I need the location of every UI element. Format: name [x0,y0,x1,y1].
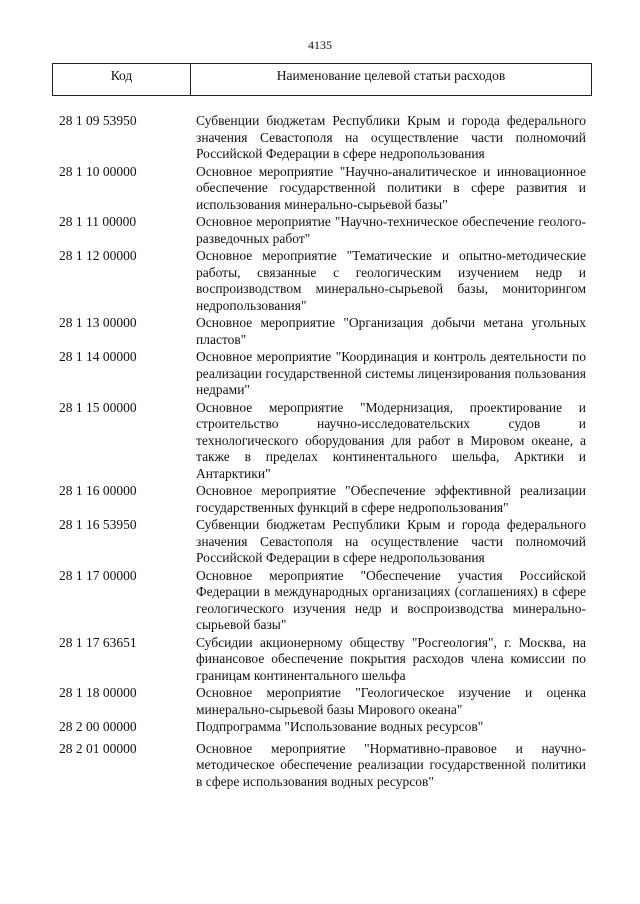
table-row [0,568,640,634]
row-code: 28 1 16 53950 [59,517,137,532]
row-code: 28 2 00 00000 [59,719,137,734]
row-name: Основное мероприятие "Модернизация, проектирование и строительство научно-исследовательских судов и технологического оборудования для работ в Мировом океане, а также в пределах континентального шельфа, Арктики и Антарктики" [196,399,586,481]
row-name: Подпрограмма "Использование водных ресурсов" [196,719,484,734]
row-code: 28 1 10 00000 [59,163,137,179]
row-code: 28 1 11 00000 [59,214,137,229]
row-name: Субвенции бюджетам Республики Крым и города федерального значения Севастополя на осуществление части полномочий Российской Федерации в сфере недропользования [196,113,586,161]
header-name: Наименование целевой статьи расходов [276,68,506,83]
table-row [0,685,640,718]
row-name: Основное мероприятие "Тематические и опытно-методические работы, связанные с геологическим изучением недр и воспроизводством минерально-сырьевой базы, мониторингом недропользования" [196,248,586,313]
row-name: Основное мероприятие "Геологическое изучение и оценка минерально-сырьевой базы Мирового океана" [196,685,586,717]
header-code: Код [53,64,191,95]
row-code: 28 1 12 00000 [59,248,137,263]
row-code: 28 1 14 00000 [59,349,137,364]
table-row [0,214,640,247]
row-name: Основное мероприятие "Координация и контроль деятельности по реализации государственной системы лицензирования пользования недрами" [196,349,586,397]
row-name: Основное мероприятие "Научно-аналитическое и инновационное обеспечение государственной политики в сфере развития и использования минерально-сырьевой базы" [196,163,586,212]
table-row [0,400,640,483]
row-code: 28 1 17 00000 [59,567,137,583]
row-name: Субсидии акционерному обществу "Росгеология", г. Москва, на финансовое обеспечение покрытия расходов члена комиссии по границам континентального шельфа [196,634,586,683]
table-row [0,164,640,214]
row-name: Основное мероприятие "Обеспечение эффективной реализации государственных функций в сфере недропользования" [196,483,586,515]
row-code: 28 1 09 53950 [59,113,137,128]
table-row [0,635,640,685]
row-code: 28 2 01 00000 [59,740,137,756]
table-header [52,63,592,96]
row-code: 28 1 18 00000 [59,685,137,700]
row-code: 28 1 16 00000 [59,483,137,498]
page-number: 4135 [308,38,332,52]
table-body [0,113,640,791]
row-name: Субвенции бюджетам Республики Крым и города федерального значения Севастополя на осуществление части полномочий Российской Федерации в сфере недропользования [196,517,586,565]
row-code: 28 1 13 00000 [59,315,137,330]
row-code: 28 1 17 63651 [59,634,137,650]
row-name: Основное мероприятие "Организация добычи метана угольных пластов" [196,315,586,347]
table-row [0,741,640,791]
table-row [0,113,640,163]
table-row [0,248,640,314]
table-row [0,483,640,516]
row-code: 28 1 15 00000 [59,399,137,415]
row-name: Основное мероприятие "Нормативно-правовое и научно-методическое обеспечение реализации государственной политики в сфере использования водных ресурсов" [196,740,586,789]
table-row [0,719,640,736]
table-row [0,349,640,399]
table-row [0,315,640,348]
table-row [0,517,640,567]
row-name: Основное мероприятие "Обеспечение участия Российской Федерации в международных организациях (соглашениях) в сфере геологического изучения недр и воспроизводства минерально-сырьевой базы" [196,567,586,632]
row-name: Основное мероприятие "Научно-техническое обеспечение геолого-разведочных работ" [196,214,586,246]
